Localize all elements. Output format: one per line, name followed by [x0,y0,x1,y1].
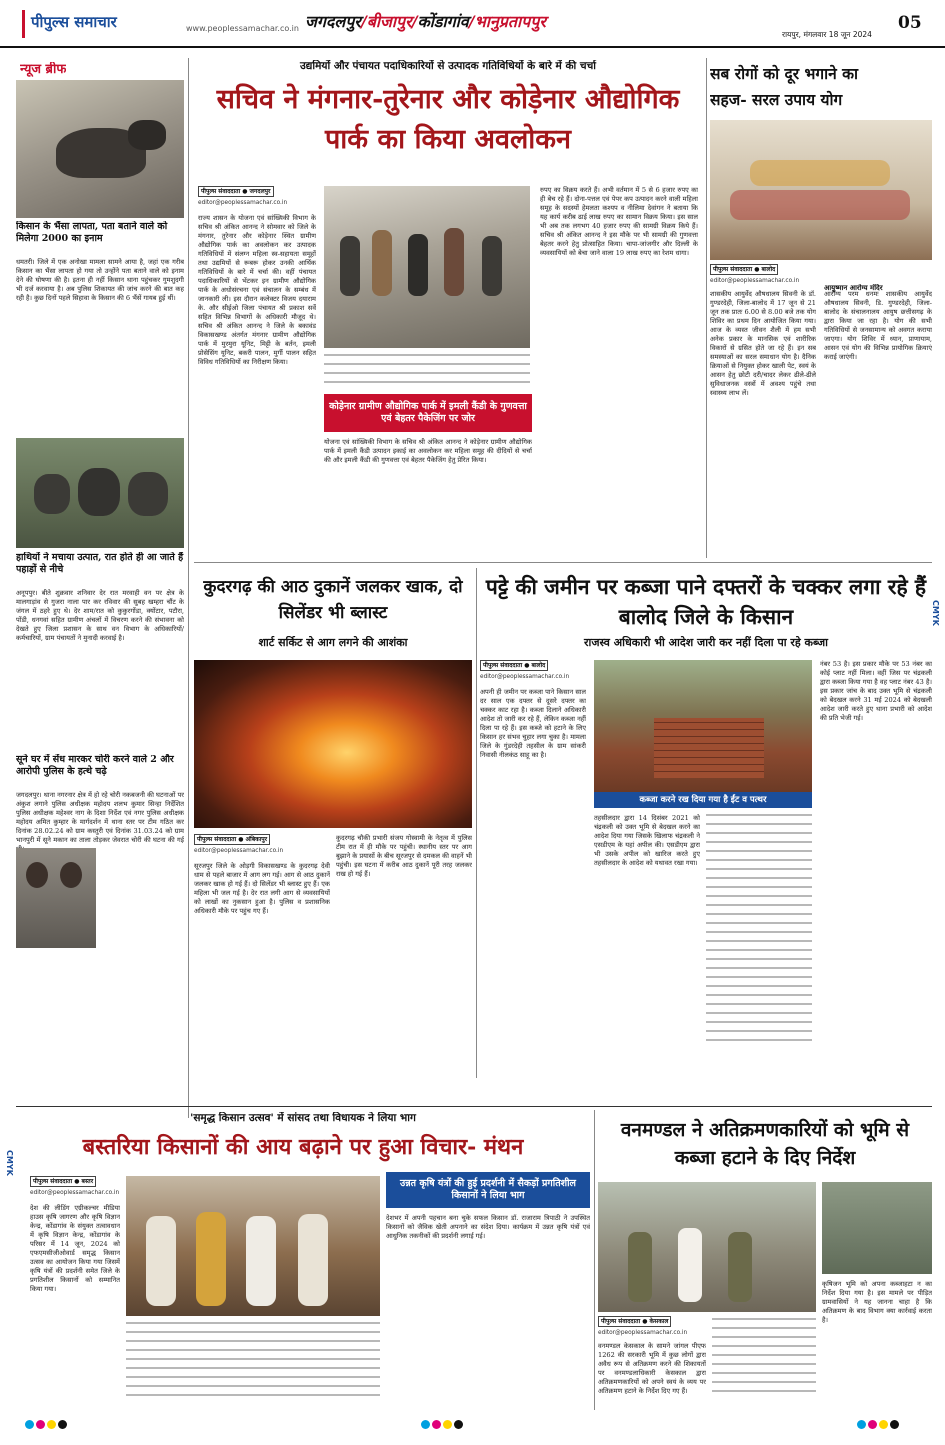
lead-sub-text: योजना एवं सांख्यिकी विभाग के सचिव श्री अंकित आनन्द ने कोड़ेनार ग्रामीण औद्योगिक पार्क में इमली कैंडी उत्पादन इकाई का अवलोकन कर महिला समूह की दीदियों से चर्चा की और इमली कैंडी की गुणवत्ता एवं बेहतर पैकेजिंग हेतु प्रेरित किया। [324,438,532,464]
fire-headline: कुदरगढ़ की आठ दुकानें जलकर खाक, दो सिलेंडर भी ब्लास्ट [203,577,463,623]
lead-email: editor@peoplessamachar.co.in [198,200,288,206]
city-bhanupratappur: भानुप्रतापपुर [474,12,546,31]
samriddh-text-continued: देशभर में अपनी पहचान बना चुके सफल किसान डॉ. राजाराम त्रिपाठी ने उपस्थित किसानों को जैविक खेती अपनाने का संदेश दिया। कार्यक्रम में उन्नत कृषि यंत्रों एवं आधुनिक तकनीकों की प्रदर्शनी लगाई गई। [386,1214,590,1240]
cmyk-left: CMYK [5,1150,14,1176]
fire-photo [194,660,472,828]
left-column-divider [188,58,189,1118]
lead-subhead-band [324,394,532,432]
fire-text: सूरजपुर जिले के ओड़गी विकासखण्ड के कुदरगढ़ देवी धाम से पहले बाजार में आग लग गई। आग से आठ दुकानें जलकर खाक हो गई हैं। दो सिलेंडर भी ब्लास्ट हुए हैं। एक महिला भी जल गई है। देर रात लगी आग से व्यवसायियों को लाखों का नुकसान हुआ है। पुलिस व प्रशासनिक अधिकारी मौके पर पहुंच गए हैं। [194,862,330,915]
elephants-photo [16,438,184,548]
fire-story [194,568,472,1078]
samriddh-headline: बस्तरिया किसानों की आय बढ़ाने पर हुआ विचार- मंथन [82,1134,524,1160]
city-kondagaon: कोंडागांव [417,12,469,31]
yoga-headline-1: सब रोगों को दूर भगाने का [710,64,859,83]
yoga-text: शासकीय आयुर्वेद औषधालय सिवनी के डॉ. गुण्डरदेही, जिला-बालोद में 17 जून से 21 जून तक प्रातः 6.00 से 8.00 बजे तक योग शिविर का प्रथम दिन आयोजित किया गया। आज के व्यस्त जीवन शैली में हम सभी अनेक प्रकार के मानसिक एवं शारीरिक विकारों से ग्रसित होते जा रहे हैं। इन सब समस्याओं का सरल समाधान योग है। दैनिक क्रियाओं से नियुक्त होकर खाली पेट, स्वयं के आसन हेतु छोटी दरी/चादर लेकर ढीले-ढीले सुविधाजनक वस्त्रों में अवश्य पहुंचे तथा स्वास्थ्य लाभ लें। [710,290,816,397]
lead-text: राज्य शासन के योजना एवं सांख्यिकी विभाग के सचिव श्री अंकित आनन्द ने सोमवार को जिले के मंगनार, तुरेनार और कोड़ेनार स्थित ग्रामीण औद्योगिक पार्क का अवलोकन कर उत्पादक गतिविधियों में संलग्न महिला स्व-सहायता समूहों तथा उद्यमियों से रूबरू होकर उनकी आर्थिक गतिविधियों के बारे में चर्चा की। वहीं पंचायत पदाधिकारियों से भेंटकर इन ग्रामीण औद्योगिक पार्क के अधोसंरचना एवं संचालन के सम्बंध में जानकारी ली। इस दौरान कलेक्टर विजय दयाराम के. और सीईओ जिला पंचायत श्री प्रकाश सर्वे सहित विभिन्न विभागों के अधिकारी मौजूद थे। सचिव श्री अंकित आनन्द ने जिले के बकावंड विकासखण्ड अंतर्गत मंगनार ग्रामीण औद्योगिक पार्क में मुरमुरा यूनिट, मिट्टी के बर्तन, इमली प्रोसेसिंग यूनिट, बकरी पालन, मुर्गी पालन सहित विविध गतिविधियों का निरीक्षण किया। [198,214,316,366]
yoga-headline-2: सहज- सरल उपाय योग [710,90,843,109]
land-text-continued: तहसीलदार द्वारा 14 दिसंबर 2021 को चंद्रकली को उक्त भूमि से बेदखल करने का आदेश दिया गया जिसके खिलाफ चंद्रकली ने एसडीएम के यहां अपील की। एसडीएम द्वारा भी उसके अपील को खारिज करते हुए तहसीलदार के आदेश को यथावत रखा गया। [594,814,700,867]
yoga-email: editor@peoplessamachar.co.in [710,278,800,284]
yoga-text-continued: आरोग्य परम धनमः शासकीय आयुर्वेद औषधालय सिवनी, डि. गुण्डरदेही, जिला-बालोद के संचालनालय आयुष छत्तीसगढ़ के द्वारा किया जा रहा है। योग की सभी गतिविधियों से जनसामान्य को अवगत कराया जाएगा। योग शिविर में ध्यान, प्राणायाम, आसन एवं योग की विभिन्न प्रायोगिक क्रियाएं कराई जाएंगी। [824,290,932,361]
registration-dots-center [420,1420,500,1434]
center-right-divider [706,58,707,558]
registration-dots-right [856,1420,936,1434]
forest-byline: पीपुल्स संवाददाता ● केसकाल [598,1316,671,1327]
lead-text-continued: रुपए का विक्रय करते हैं। अभी वर्तमान में 5 से 6 हजार रुपए का ही बेच रहे हैं। दोना-पत्तल एवं पेपर कप उत्पादन करने वाली महिला समूह के सदस्यों हेमलता कश्यप व नीलिमा देवांगन ने बताया कि यह कार्य करीब ढाई लाख रुपए का सामान विक्रय किया। इस साल भी अब तक लगभग 40 हजार रुपए की सामग्री विक्रय किये हैं। सचिव श्री अंकित आनन्द ने इस मौके पर भी सामग्री की गुणवत्ता बेहतर करने हेतु प्रोत्साहित किया। चापा-जांजगीर और दिल्ली के व्यवसायियों को बेचा जाने वाला 19 लाख रुपए का रेशम धागा। [540,186,698,257]
fire-subhead: शार्ट सर्किट से आग लगने की आशंका [258,636,408,649]
city-strip: जगदलपुर/बीजापुर/कोंडागांव/भानुप्रतापपुर [305,12,546,31]
land-photo [594,660,812,792]
masthead [0,0,945,48]
registration-dots-left [24,1420,104,1434]
samriddh-subhead: उन्नत कृषि यंत्रों की हुई प्रदर्शनी में सैकड़ों प्रगतिशील किसानों ने लिया भाग [400,1178,576,1201]
lower-horizontal-rule [16,1106,932,1107]
yoga-story [710,58,932,558]
land-subhead: राजस्व अधिकारी भी आदेश जारी कर नहीं दिला पा रहे कब्जा [584,636,828,649]
fire-land-divider [476,568,477,1078]
land-middle-text [706,814,812,1072]
samriddh-kicker: 'समृद्ध किसान उत्सव' में सांसद तथा विधायक ने लिया भाग [190,1112,416,1124]
lead-photo-below-text [324,354,530,394]
paper-name: पीपुल्स समाचार [31,13,117,31]
lead-headline: सचिव ने मंगनार-तुरेनार और कोड़ेनार औद्योगिक पार्क का किया अवलोकन [216,84,680,155]
lead-byline: पीपुल्स संवाददाता ● जगदलपुर [198,186,274,197]
land-headline: पट्टे की जमीन पर कब्जा पाने दफ्तरों के चक्कर लगा रहे हैं बालोद जिले के किसान [485,574,927,629]
paper-logo [22,10,152,38]
land-text: अपनी ही जमीन पर कब्जा पाने किसान साल दर साल एक दफ्तर से दूसरे दफ्तर का चक्कर काट रहा है। कब्जा दिलाने अधिकारी आदेश तो जारी कर रहे हैं, लेकिन कब्जा नहीं दिला पा रहे हैं। इस कब्जे को हटाने के लिए किसान हर संभव चुहार लगा चुका है। मामला जिले के गुंडरदेही तहसील के ग्राम सांकरी निवासी नीलकंठ साहू का है। [480,688,586,759]
brief3-text: जगदलपुर। थाना नगरनार क्षेत्र में हो रहे चोरी नकबजनी की घटनाओं पर अंकुश लगाने पुलिस अधीक्षक महोदय शलभ कुमार सिन्हा निर्देशित पुलिस अधीक्षक महेश्वर नाग के दिशा निर्देश एवं नगर पुलिस अधीक्षक महोदय अमित कुम्हार के मार्गदर्शन में थाना स्तर पर टीम गठित कर दिनांक 28.02.24 को ग्राम कस्तुरी एवं दिनांक 31.03.24 को ग्राम भानपुरी में सूने मकान का ताला तोड़कर जेवरात चोरी की घटना की गई [16,791,184,844]
news-brief-column [16,58,184,1098]
samriddh-story [16,1110,590,1410]
lead-story [194,58,702,558]
samriddh-below-photo-text [126,1322,380,1404]
brief3-headline: सूने घर में सेंध मारकर चोरी करने वाले 2 और आरोपी पुलिस के हत्थे चढ़े [16,754,174,777]
city-bijapur: बीजापुर [366,12,412,31]
forest-middle-text [712,1318,816,1406]
lead-photo [324,186,530,348]
city-jagdalpur: जगदलपुर [305,12,361,31]
brief1-headline: किसान के भैंसा लापता, पता बताने वाले को मिलेगा 2000 का इनाम [16,221,168,244]
dateline: रायपुर, मंगलवार 18 जून 2024 [782,30,872,39]
samriddh-byline: पीपुल्स संवाददाता ● बस्तर [30,1176,96,1187]
yoga-subhead: आयुष्मान आरोग्य मंदिर [824,284,883,292]
site-url: www.peoplessamachar.co.in [186,24,299,33]
yoga-photo [710,120,932,260]
forest-photo-inset [822,1182,932,1274]
fire-text-continued: कुदरगढ़ चौकी प्रभारी संजय गोस्वामी के नेतृत्व में पुलिस टीम रात में ही मौके पर पहुंची। स्थानीय स्तर पर आग बुझाने के प्रयासों के बीच सूरजपुर से दमकल की वाहनें भी पहुंची। इस घटना में करीब आठ दुकानें पूरी तरह जलकर राख हो गई हैं। [336,834,472,878]
forest-photo [598,1182,816,1312]
forest-text-continued: कृषिजन भूमि को अपना कब्जाहटा न का निर्देश दिया गया है। इस मामले पर पीड़ित ग्रामवासियों ने यह जानना चाहा है कि अतिक्रमण के बाद विभाग क्या कार्रवाई करता है। [822,1280,932,1324]
cmyk-right: CMYK [931,600,940,626]
buffalo-photo [16,80,184,218]
lead-kicker: उद्यमियों और पंचायत पदाधिकारियों से उत्पादक गतिविधियों के बारे में की चर्चा [300,60,596,72]
brief2-headline: हाथियों ने मचाया उत्पात, रात होते ही आ जाते हैं पहाड़ों से नीचे [16,552,184,575]
forest-text: वनमण्डल केसकाल के सामने जांगल पीएफ 1262 की सरकारी भूमि में कुछ लोगों द्वारा अवैध रूप से अतिक्रमण करने की शिकायतों पर वनमण्डलाधिकारी केसकाल द्वारा अतिक्रमणकारियों को अपने स्वयं के व्यय पर अतिक्रमण हटाने के निर्देश दिए गए हैं। [598,1342,706,1395]
brief1-text: धमतरी। जिले में एक अनोखा मामला सामने आया है, जहां एक गरीब किसान का भैंसा लापता हो गया तो उन्होंने पता बताने वाले को इनाम देने की घोषणा की है। इतना ही नहीं किसान थाना पहुंचकर गुमशुदगी भी दर्ज करवाया है। अब पुलिस शिकायत की जांच करने की बात कह रही है। कुछ दिनों पहले सिहावा के किसान की 6 भैंसें गायब हुई थीं। [16,258,184,302]
forest-story [598,1110,932,1410]
samriddh-text: देश की लीडिंग एग्रीकल्चर मीडिया हाउस कृषि जागरण और कृषि विज्ञान केन्द्र, कोंडागांव के संयुक्त तत्वावधान में कृषि विज्ञान केन्द्र, कोंडागांव के परिसर में 14 जून, 2024 को एफएमसीजीओवार्ड समृद्ध किसान उत्सव का आयोजन किया गया जिसमें कृषि यंत्रों की प्रदर्शनी समेत जिले के प्रगतिशील किसानों को सम्मानित किया गया। [30,1204,120,1293]
land-byline: पीपुल्स संवाददाता ● बालोद [480,660,548,671]
samriddh-email: editor@peoplessamachar.co.in [30,1190,120,1196]
land-text-right: नंबर 53 है। इस प्रकार मौके पर 53 नंबर का कोई प्लाट नहीं मिला। वहीं जिस पर चंद्रकली द्वारा कब्जा किया गया है वह प्लाट नंबर 43 है। इस प्रकार जांच के बाद उक्त भूमि से चंद्रकली को बेदखल करने 31 मई 2024 को बेदखली आदेश जारी करते हुए थाना प्रभारी को आदेश की प्रति भेजी गई। [820,660,932,722]
land-photo-caption [594,792,812,808]
brief2-text: अनूपपुर। बीते शुक्रवार शनिवार देर रात मरवाही वन पर क्षेत्र के मालगाड़ांव से गुजरा नाला पार कर रविवार की सुबह खम्हरा चौंट के जंगल में ठहरे हुए थे। देर शाम/रात को कुकुरगोंडा, क्योंटार, पटौरा, पोंडी, धनगवां सहित ग्रामीण अंचलों में विचरण करने की संभावना को देखते हुए जिला प्रशासन के साथ वन विभाग के अधिकारियों/कर्मचारियों, ग्राम पंचायतों ने मुनादी करवाई है। [16,589,184,642]
forest-headline: वनमण्डल ने अतिक्रमणकारियों को भूमि से कब्जा हटाने के दिए निर्देश [620,1119,910,1169]
yoga-byline: पीपुल्स संवाददाता ● बालोद [710,264,778,275]
land-caption-text: कब्जा करने रख दिया गया है ईंट व पत्थर [639,794,767,805]
page-number: 05 [898,13,922,33]
lead-subhead: कोड़ेनार ग्रामीण औद्योगिक पार्क में इमली कैंडी के गुणवत्ता एवं बेहतर पैकेजिंग पर जोर [329,401,527,424]
accused-photo [16,848,96,948]
samriddh-subhead-band [386,1172,590,1208]
fire-email: editor@peoplessamachar.co.in [194,848,284,854]
fire-byline: पीपुल्स संवाददाता ● अंबिकापुर [194,834,270,845]
samriddh-photo [126,1176,380,1316]
land-story [480,568,932,1078]
samriddh-forest-divider [594,1110,595,1410]
mid-horizontal-rule [194,562,932,563]
forest-email: editor@peoplessamachar.co.in [598,1330,688,1336]
masthead-divider [0,46,945,48]
news-brief-label: न्यूज ब्रीफ [20,62,67,77]
land-email: editor@peoplessamachar.co.in [480,674,570,680]
